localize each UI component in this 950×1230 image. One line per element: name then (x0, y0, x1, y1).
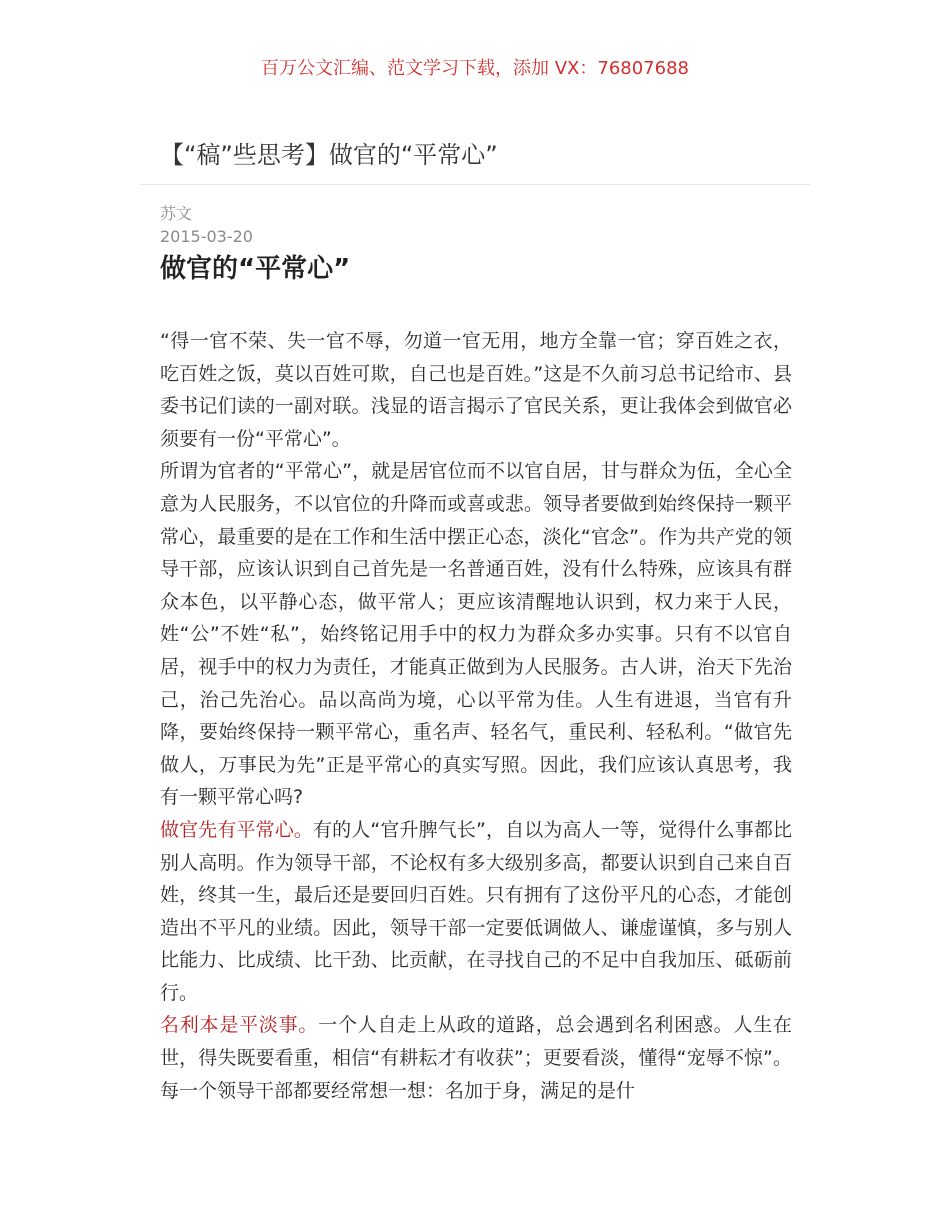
paragraph-lead: 名利本是平淡事。 (160, 1014, 319, 1037)
paragraph (160, 1009, 792, 1107)
paragraph-text: 一个人自走上从政的道路，总会遇到名利困惑。人生在世，得失既要看重，相信“有耕耘才有收获”；更要看淡，懂得“宠辱不惊”。每一个领导干部都要经常想一想：名加于身，满足的是什 (160, 1014, 792, 1102)
page-title: 【“稿”些思考】做官的“平常心” (160, 141, 498, 169)
article-date: 2015-03-20 (160, 227, 253, 246)
promo-banner: 百万公文汇编、范文学习下载，添加 VX：76807688 (261, 58, 689, 79)
paragraph-text: “得一官不荣、失一官不辱，勿道一官无用，地方全靠一官；穿百姓之衣，吃百姓之饭，莫以百姓可欺，自己也是百姓。”这是不久前习总书记给市、县委书记们读的一副对联。浅显的语言揭示了官民关系，更让我体会到做官必须要有一份“平常心”。 (160, 330, 792, 450)
article-body (160, 325, 792, 1107)
article-author: 苏文 (160, 204, 193, 223)
title-divider (140, 184, 810, 185)
article-heading: 做官的“平常心” (160, 254, 351, 284)
paragraph-text: 所谓为官者的“平常心”，就是居官位而不以官自居，甘与群众为伍，全心全意为人民服务，不以官位的升降而或喜或悲。领导者要做到始终保持一颗平常心，最重要的是在工作和生活中摆正心态，淡化“官念”。作为共产党的领导干部，应该认识到自己首先是一名普通百姓，没有什么特殊，应该具有群众本色，以平静心态，做平常人；更应该清醒地认识到，权力来于人民，姓“公”不姓“私”，始终铭记用手中的权力为群众多办实事。只有不以官自居，视手中的权力为责任，才能真正做到为人民服务。古人讲，治天下先治己，治己先治心。品以高尚为境，心以平常为佳。人生有进退，当官有升降，要始终保持一颗平常心，重名声、轻名气，重民利、轻私利。“做官先做人，万事民为先”正是平常心的真实写照。因此，我们应该认真思考，我有一颗平常心吗? (160, 460, 792, 809)
paragraph (160, 325, 792, 455)
paragraph (160, 814, 792, 1010)
paragraph-lead: 做官先有平常心。 (160, 818, 314, 841)
paragraph (160, 455, 792, 814)
paragraph-text: 有的人“官升脾气长”，自以为高人一等，觉得什么事都比别人高明。作为领导干部，不论权有多大级别多高，都要认识到自己来自百姓，终其一生，最后还是要回归百姓。只有拥有了这份平凡的心态，才能创造出不平凡的业绩。因此，领导干部一定要低调做人、谦虚谨慎，多与别人比能力、比成绩、比干劲、比贡献，在寻找自己的不足中自我加压、砥砺前行。 (160, 818, 792, 1004)
